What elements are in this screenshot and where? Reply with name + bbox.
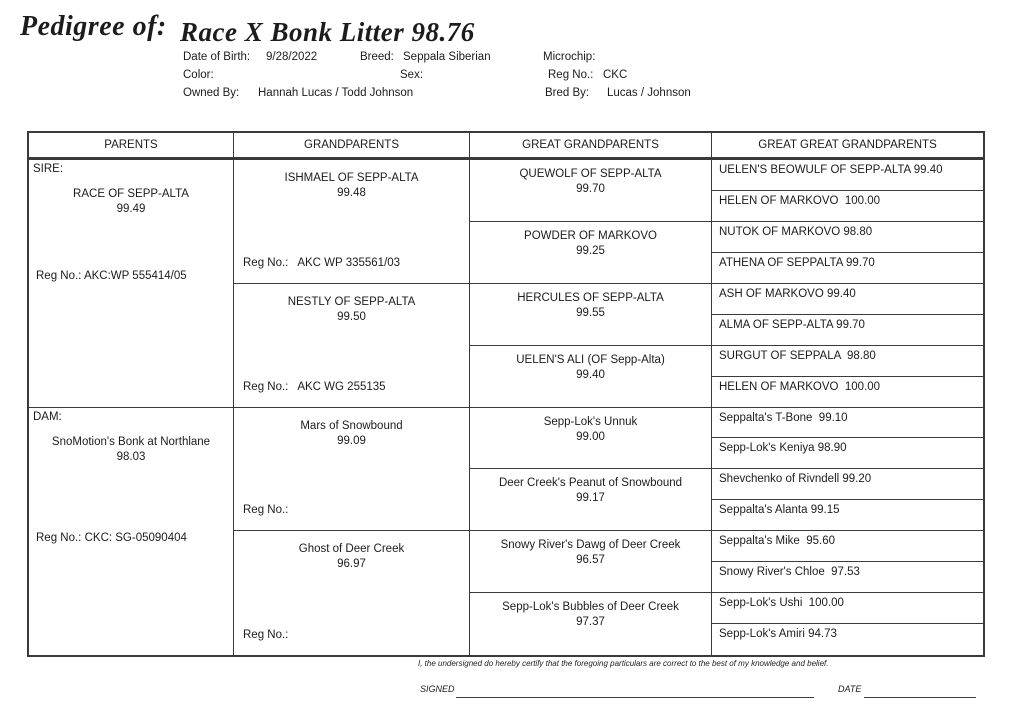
gg-grandparent-entry: Seppalta's T-Bone 99.10 [719,411,848,424]
great-grandparent-name: UELEN'S ALI (OF Sepp-Alta) [516,353,665,366]
color-label: Color: [183,69,214,81]
pedigree-table [27,131,985,657]
gg-grandparent-cell [712,469,983,500]
great-grandparent-score: 99.70 [576,183,605,195]
grandparent-reg-value: AKC WG 255135 [297,380,386,393]
gg-grandparent-entry: ATHENA OF SEPPALTA 99.70 [719,256,875,269]
gg-grandparent-entry: ASH OF MARKOVO 99.40 [719,287,856,300]
great-grandparent-cell [470,222,712,284]
grandparent-reg-label: Reg No.: [243,629,289,641]
certification-statement: I, the undersigned do hereby certify that the foregoing particulars are correct to the best of my knowledge and belief. [418,659,829,668]
great-grandparent-score: 99.25 [576,244,605,257]
grandparent-score: 96.97 [337,558,366,571]
gg-grandparent-entry: Shevchenko of Rivndell 99.20 [719,473,872,486]
document-type-title: Pedigree of: [20,11,167,42]
grandparent-reg-label: Reg No.: [243,256,289,269]
gg-grandparent-entry: HELEN OF MARKOVO 100.00 [719,194,881,207]
gg-grandparent-entry: UELEN'S BEOWULF OF SEPP-ALTA 99.40 [719,164,943,176]
pedigree-table-header-row [29,133,983,160]
great-grandparent-name: POWDER OF MARKOVO [524,229,657,242]
great-grandparent-score: 97.37 [576,616,605,629]
great-grandparent-score: 99.40 [576,368,605,381]
sire-reg-line [36,270,187,282]
date-label: DATE [838,684,862,694]
litter-name-title: Race X Bonk Litter 98.76 [180,17,475,47]
great-grandparent-name: Sepp-Lok's Unnuk [543,415,638,428]
gg-grandparent-cell [712,562,983,593]
sire-reg-label: Reg No.: [36,270,82,282]
grandparent-reg-line [243,504,298,516]
great-grandparent-score: 99.17 [576,492,605,505]
great-grandparent-score: 96.57 [576,554,605,567]
pedigree-table-body [29,160,983,655]
grandparent-score: 99.50 [337,310,366,323]
gg-grandparent-cell [712,160,983,191]
grandparent-cell [234,160,470,284]
gg-grandparent-entry: HELEN OF MARKOVO 100.00 [719,380,881,393]
gg-grandparent-entry: Seppalta's Mike 95.60 [719,535,835,548]
column-header-great-grandparents: GREAT GRANDPARENTS [470,133,712,157]
great-grandparent-cell [470,593,712,655]
dam-score: 98.03 [116,450,146,463]
grandparent-reg-label: Reg No.: [243,380,289,393]
gg-grandparent-cell [712,315,983,346]
grandparent-reg-line [243,381,386,393]
great-grandparent-name: HERCULES OF SEPP-ALTA [517,291,664,304]
reg-no-label: Reg No.: [548,69,594,81]
great-grandparent-cell [470,160,712,222]
gg-grandparent-cell [712,377,983,408]
great-grandparent-cell [470,531,712,593]
microchip-label: Microchip: [543,51,596,63]
column-header-parents: PARENTS [29,133,234,157]
great-grandparent-cell [470,284,712,346]
great-grandparent-name: QUEWOLF OF SEPP-ALTA [519,168,662,180]
column-header-grandparents: GRANDPARENTS [234,133,470,157]
sire-reg-value: AKC:WP 555414/05 [83,270,187,282]
gg-grandparent-cell [712,253,983,284]
great-grandparent-score: 99.55 [576,306,605,319]
owned-by-label: Owned By: [183,87,240,99]
dob-value: 9/28/2022 [266,51,318,63]
dam-name: SnoMotion's Bonk at Northlane [51,435,211,448]
bred-by-value: Lucas / Johnson [607,87,691,99]
gg-grandparent-cell [712,593,983,624]
gg-grandparent-cell [712,531,983,562]
gg-grandparent-entry: SURGUT OF SEPPALA 98.80 [719,349,876,362]
grandparent-name: Mars of Snowbound [300,419,403,432]
sire-cell [29,160,234,408]
great-grandparent-name: Snowy River's Dawg of Deer Creek [500,539,681,552]
gg-grandparent-cell [712,346,983,377]
dob-label: Date of Birth: [183,51,251,63]
sire-name: RACE OF SEPP-ALTA [73,188,189,200]
dam-reg-value: CKC: SG-05090404 [84,531,187,544]
column-header-great-great-grandparents: GREAT GREAT GRANDPARENTS [758,139,937,151]
sex-label: Sex: [400,69,424,81]
owned-by-value: Hannah Lucas / Todd Johnson [258,87,414,99]
gg-grandparent-cell [712,191,983,222]
grandparent-name: Ghost of Deer Creek [298,543,405,556]
grandparent-reg-line [243,257,400,269]
gg-grandparent-entry: Snowy River's Chloe 97.53 [719,566,860,579]
dam-reg-label: Reg No.: [36,531,82,544]
dam-cell [29,408,234,656]
grandparent-name: NESTLY OF SEPP-ALTA [287,295,416,308]
dam-reg-line [36,532,187,544]
grandparent-reg-line [243,629,298,641]
dam-role-label: DAM: [33,410,62,423]
grandparent-cell [234,531,470,655]
gg-grandparent-cell [712,624,983,655]
gg-grandparent-cell [712,284,983,315]
gg-grandparent-entry: Seppalta's Alanta 99.15 [719,504,840,517]
sire-role-label: SIRE: [33,163,64,175]
sire-score: 99.49 [116,203,146,215]
date-line [864,697,976,698]
gg-grandparent-entry: Sepp-Lok's Amiri 94.73 [719,628,837,641]
grandparent-score: 99.09 [337,434,366,447]
gg-grandparent-entry: NUTOK OF MARKOVO 98.80 [719,225,873,238]
gg-grandparent-cell [712,438,983,469]
grandparent-name: ISHMAEL OF SEPP-ALTA [284,172,419,184]
great-grandparent-cell [470,408,712,470]
signed-label: SIGNED [420,684,455,694]
grandparent-score: 99.48 [337,187,366,199]
gg-grandparent-entry: Sepp-Lok's Ushi 100.00 [719,597,844,610]
breed-value: Seppala Siberian [403,51,491,63]
great-grandparent-name: Sepp-Lok's Bubbles of Deer Creek [502,601,679,614]
grandparent-cell [234,408,470,532]
great-grandparent-cell [470,346,712,408]
gg-grandparent-entry: Sepp-Lok's Keniya 98.90 [719,442,847,455]
bred-by-label: Bred By: [545,87,590,99]
great-grandparent-name: Deer Creek's Peanut of Snowbound [498,477,683,490]
grandparent-cell [234,284,470,408]
grandparent-reg-value: AKC WP 335561/03 [297,256,401,269]
signature-line [456,697,814,698]
gg-grandparent-cell [712,408,983,439]
grandparent-reg-label: Reg No.: [243,504,289,517]
gg-grandparent-cell [712,500,983,531]
gg-grandparent-cell [712,222,983,253]
gg-grandparent-entry: ALMA OF SEPP-ALTA 99.70 [719,318,865,331]
breed-label: Breed: [360,51,394,63]
reg-no-value: CKC [603,69,628,81]
great-grandparent-cell [470,469,712,531]
great-grandparent-score: 99.00 [576,430,605,443]
